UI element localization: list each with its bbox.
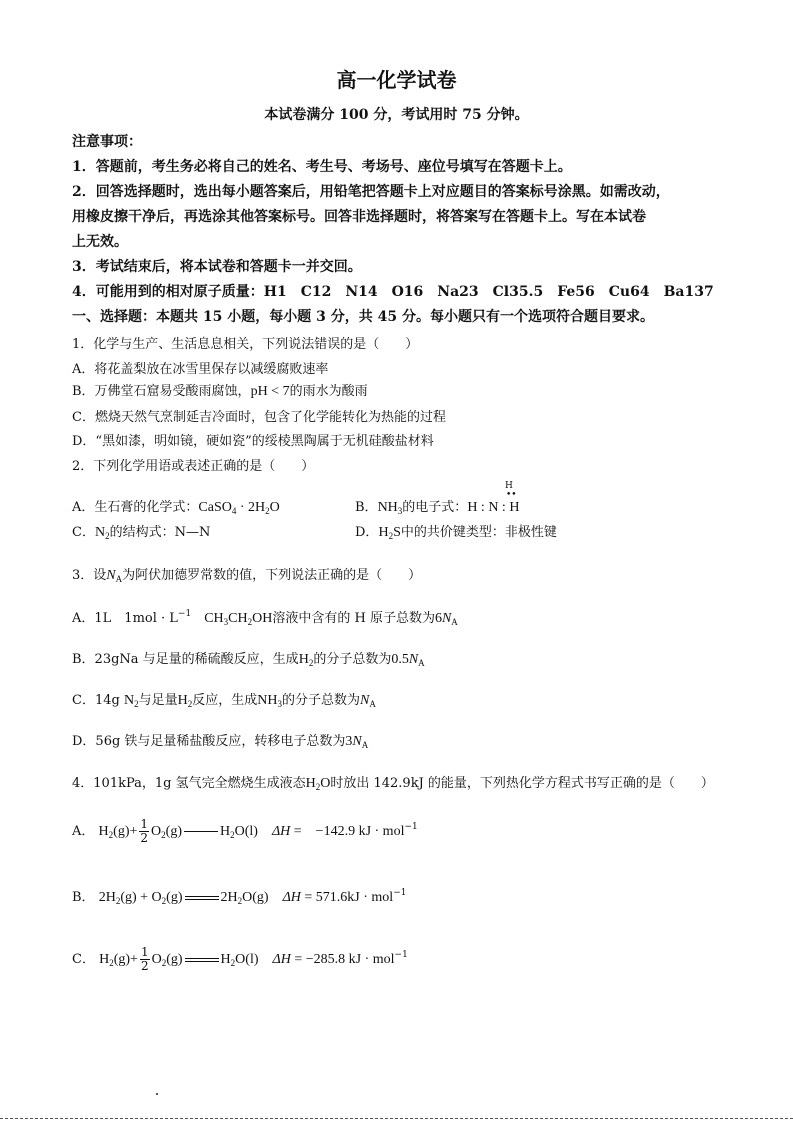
- q2-option-c: C．$N_2$的结构式：N—N: [72, 525, 211, 541]
- q4-option-c: C． $H_2(g)+$ $\frac{1}{2}$ $O_2(g)$ $H_2O(l)$ ΔH = −285.8 kJ · mol$^{-1}$: [72, 945, 408, 973]
- q3-option-b: B．23gNa 与足量的稀硫酸反应，生成$H_2$的分子总数为$0.5N_A$: [72, 652, 425, 668]
- electron-dot-h-top: H: [505, 481, 513, 491]
- q1-option-c: C．燃烧天然气烹制延吉冷面时，包含了化学能转化为热能的过程: [72, 410, 446, 425]
- q4-option-a: A． $H_2(g)+$ $\frac{1}{2}$ $O_2(g)$ $H_2O(l)$ ΔH = −142.9 kJ · mol$^{-1}$: [72, 817, 418, 845]
- q4-stem: 4．101kPa，1g 氢气完全燃烧生成液态$H_2O$时放出 142.9kJ 的能量，下列热化学方程式书写正确的是（ ）: [72, 776, 714, 792]
- electron-dots: ••: [506, 490, 517, 500]
- bottom-divider: [0, 1118, 793, 1119]
- q2-option-b: B．$NH_3$的电子式：H : N : H: [355, 500, 520, 516]
- q1-stem: 1．化学与生产、生活息息相关，下列说法错误的是（ ）: [72, 337, 419, 352]
- note-2-line-2: 用橡皮擦干净后，再选涂其他答案标号。回答非选择题时，将答案写在答题卡上。写在本试卷: [72, 209, 646, 225]
- page-title: 高一化学试卷: [336, 68, 457, 92]
- note-2-line-3: 上无效。: [72, 234, 128, 250]
- q3-option-c: C．14g $N_2$与足量$H_2$反应，生成$NH_3$的分子总数为$N_A$: [72, 693, 376, 709]
- q2-option-a: A．生石膏的化学式：CaSO$_4$ · $2H_2O$: [72, 500, 280, 516]
- note-3: 3．考试结束后，将本试卷和答题卡一并交回。: [72, 259, 362, 275]
- q1-option-d: D．“黑如漆，明如镜，硬如瓷”的绥棱黑陶属于无机硅酸盐材料: [72, 434, 434, 449]
- exam-info: 本试卷满分 100 分，考试用时 75 分钟。: [264, 107, 529, 123]
- q2-stem: 2．下列化学用语或表述正确的是（ ）: [72, 459, 315, 474]
- q3-option-d: D．56g 铁与足量稀盐酸反应，转移电子总数为$3N_A$: [72, 734, 369, 750]
- q1-option-a: A．将花盖梨放在冰雪里保存以减缓腐败速率: [72, 362, 329, 377]
- q1-option-b: B．万佛堂石窟易受酸雨腐蚀，pH < 7的雨水为酸雨: [72, 384, 368, 399]
- q3-stem: 3．设$N_A$为阿伏加德罗常数的值，下列说法正确的是（ ）: [72, 568, 422, 584]
- note-1: 1．答题前，考生务必将自己的姓名、考生号、考场号、座位号填写在答题卡上。: [72, 159, 572, 175]
- page-mark: [156, 1093, 158, 1095]
- note-4-atomic-masses: 4．可能用到的相对原子质量：H1 C12 N14 O16 Na23 Cl35.5 Fe56 Cu64 Ba137: [72, 284, 714, 300]
- q4-option-b: B． $2H_2(g) + O_2(g)$ $2H_2O(g)$ ΔH = 571.6kJ · mol$^{-1}$: [72, 888, 407, 906]
- note-2-line-1: 2．回答选择题时，选出每小题答案后，用铅笔把答题卡上对应题目的答案标号涂黑。如需改动，: [72, 184, 670, 200]
- q2-option-d: D．$H_2S$中的共价键类型：非极性键: [355, 525, 557, 541]
- q3-option-a: A．1L $1mol \cdot L^{-1}$ $CH_3CH_2OH$溶液中含有的 H 原子总数为$6N_A$: [72, 609, 458, 627]
- notes-heading: 注意事项：: [72, 134, 142, 150]
- section-1-heading: 一、选择题：本题共 15 小题，每小题 3 分，共 45 分。每小题只有一个选项符合题目要求。: [72, 309, 654, 325]
